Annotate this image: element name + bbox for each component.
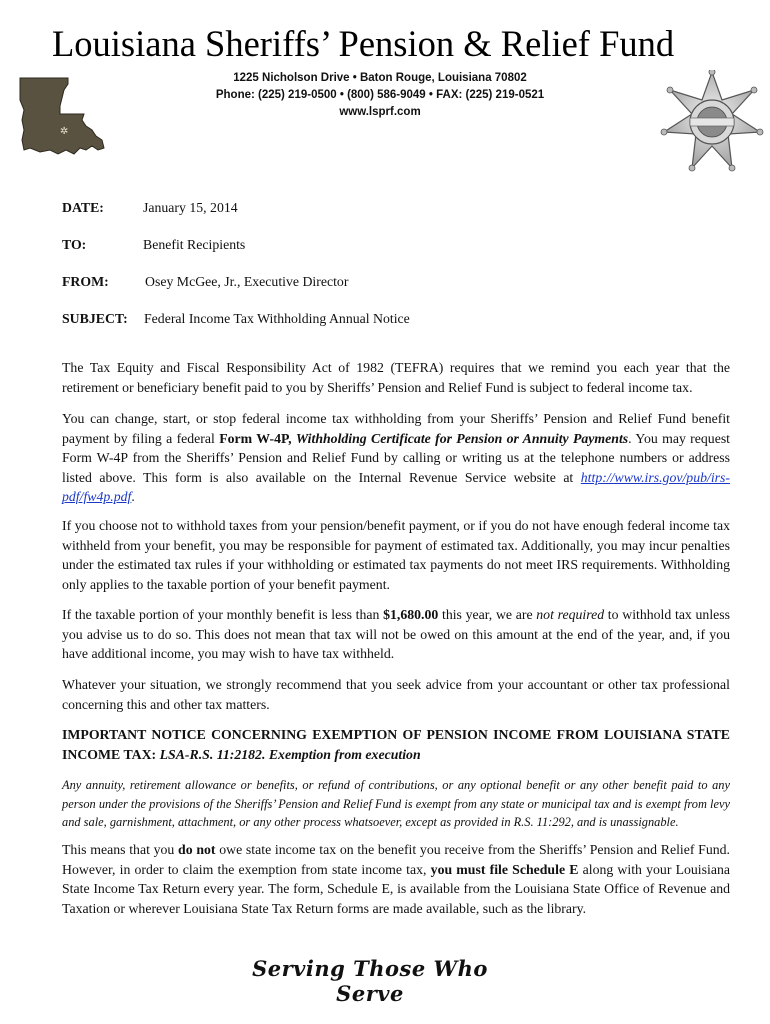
schedule-e-text-c: along with your Louisiana State Income Tax Return every year. The form, Schedule E, is available from the Louisiana State Office of Revenue and Taxation or wherever Louisiana State Tax Return forms are made available, such as the library. [62,861,730,916]
svg-text:✲: ✲ [60,126,69,137]
threshold-amount: $1,680.00 [383,607,439,622]
memo-to-label: TO: [62,237,87,252]
louisiana-map-icon [16,74,108,166]
memo-date-value: January 15, 2014 [143,200,238,215]
paragraph-estimated-tax: If you choose not to withhold taxes from your pension/benefit payment, or if you do not have enough federal income tax withheld from your benefit, you may be responsible for payment of estimated tax. Additionally, you may incur penalties under the estimated tax rules if your withholding or estimated tax payments do not meet IRS requirements. Withholding only applies to the taxable portion of your benefit payment. [62,518,730,592]
memo-subject-value: Federal Income Tax Withholding Annual Notice [144,311,410,326]
threshold-not-required: not required [536,607,605,622]
memo-from-label: FROM: [62,274,109,289]
schedule-e-text-b: owe state income tax on the benefit you receive from the Sheriffs’ Pension and Relief Fund. However, in order to claim the exemption from state income tax, [62,842,731,877]
statute-text: Any annuity, retirement allowance or benefits, or refund of contributions, or any optional benefit or any other benefit paid to any person under the provisions of the Sheriffs’ Pension and Relief Fund is exempt from any state or municipal tax and is exempt from levy and sale, garnishment, attachment, or any other process whatsoever, except as provided in R.S. 11:292, and is unassignable. [62,778,730,830]
sheriff-star-badge-icon [660,70,764,176]
irs-w4p-link[interactable]: http://www.irs.gov/pub/irs-pdf/fw4p.pdf [62,469,730,504]
letterhead-phone: Phone: (225) 219-0500 • (800) 586-9049 • FAX: (225) 219-0521 [215,89,545,101]
threshold-text-c: to withhold tax unless you advise us to do so. This does not mean that tax will not be owed on this amount at the end of the year, and, if you have additional income, you may wish to have tax withheld. [62,607,731,661]
w4p-text-a: You can change, start, or stop federal income tax withholding from your Sheriffs’ Pension and Relief Fund benefit payment by filing a federal [62,411,730,446]
notice-heading [62,725,730,764]
threshold-text-b: this year, we are [438,607,537,622]
paragraph-threshold [62,605,730,664]
schedule-e-must-file: you must file Schedule E [430,861,579,877]
letterhead-address: 1225 Nicholson Drive • Baton Rouge, Louisiana 70802 [233,72,527,84]
threshold-text-a: If the taxable portion of your monthly benefit is less than [62,607,384,622]
w4p-text-b: . You may request Form W-4P from the Sheriffs’ Pension and Relief Fund by calling or writing us at the telephone numbers or address listed above. This form is also available on the Internal Revenue Service website at [62,430,731,485]
paragraph-w4p [62,409,730,507]
w4p-form-title: Withholding Certificate for Pension or Annuity Payments [295,430,629,446]
letterhead-title: Louisiana Sheriffs’ Pension & Relief Fund [52,23,675,64]
memo-from-value: Osey McGee, Jr., Executive Director [145,274,349,289]
notice-heading-text: IMPORTANT NOTICE CONCERNING EXEMPTION OF PENSION INCOME FROM LOUISIANA STATE INCOME TAX: [62,727,730,762]
w4p-text-c: . [131,489,135,504]
w4p-form-name: Form W-4P, [219,430,292,446]
schedule-e-text-a: This means that you [62,842,179,857]
paragraph-tefra: The Tax Equity and Fiscal Responsibility Act of 1982 (TEFRA) requires that we remind you each year that the retirement or beneficiary benefit paid to you by Sheriffs’ Pension and Relief Fund is subject to federal income tax. [62,360,730,395]
paragraph-advice: Whatever your situation, we strongly recommend that you seek advice from your accountant or other tax professional concerning this and other tax matters. [62,677,730,712]
schedule-e-do-not: do not [178,842,216,857]
footer-motto: Serving Those Who Serve [252,956,488,1006]
memo-subject-label: SUBJECT: [62,311,128,326]
memo-to-value: Benefit Recipients [143,237,246,252]
notice-statute: LSA-R.S. 11:2182. Exemption from execution [159,746,421,762]
memo-date-label: DATE: [62,200,104,215]
paragraph-schedule-e [62,840,730,918]
letterhead-website: www.lsprf.com [339,106,421,118]
